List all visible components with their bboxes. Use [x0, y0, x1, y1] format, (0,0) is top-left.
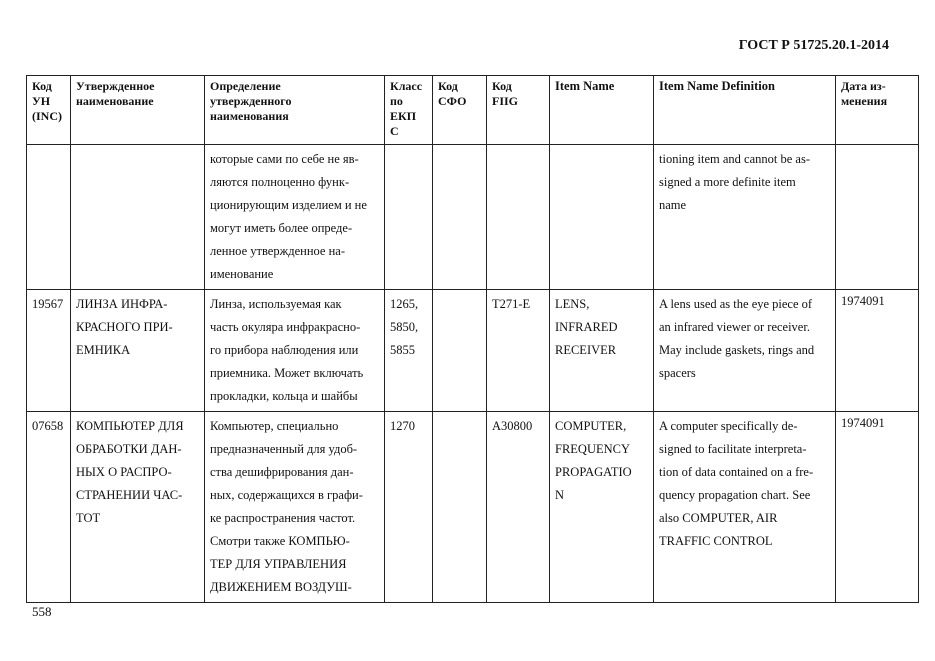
- cell-line: T271-E: [492, 297, 531, 311]
- cell-line: ных, содержащихся в графи-: [210, 488, 363, 502]
- header-line: утвержденного: [210, 94, 292, 108]
- cell-line: могут иметь более опреде-: [210, 221, 353, 235]
- header-line: по: [390, 94, 403, 108]
- header-line: УН: [32, 94, 51, 108]
- cell-class: [385, 412, 433, 603]
- header-line: наименования: [210, 109, 289, 123]
- cell-line: Линза, используемая как: [210, 297, 342, 311]
- cell-line: которые сами по себе не яв-: [210, 152, 359, 166]
- header-line: FIIG: [492, 94, 519, 108]
- cell-name: [71, 290, 205, 412]
- cell-line: ленное утвержденное на-: [210, 244, 345, 258]
- cell-definition: [205, 290, 385, 412]
- cell-line: tion of data contained on a fre-: [659, 465, 814, 479]
- cell-line: quency propagation chart. See: [659, 488, 811, 502]
- cell-line: signed a more definite item: [659, 175, 796, 189]
- header-line: СФО: [438, 94, 467, 108]
- column-header-change-date: [836, 76, 919, 145]
- cell-line: НЫХ О РАСПРО-: [76, 465, 172, 479]
- cell-line: LENS,: [555, 297, 590, 311]
- cell-line: именование: [210, 267, 274, 281]
- cell-fiig: [487, 145, 550, 290]
- cell-line: 1974091: [841, 294, 885, 308]
- cell-line: го прибора наблюдения или: [210, 343, 359, 357]
- cell-line: КРАСНОГО ПРИ-: [76, 320, 173, 334]
- cell-line: A lens used as the eye piece of: [659, 297, 813, 311]
- cell-line: 19567: [32, 297, 64, 311]
- cell-change-date: [836, 290, 919, 412]
- cell-name: [71, 145, 205, 290]
- header-line: (INC): [32, 109, 62, 123]
- header-line: наименование: [76, 94, 154, 108]
- cell-class: [385, 145, 433, 290]
- cell-class: [385, 290, 433, 412]
- table-row: [27, 412, 919, 603]
- cell-line: COMPUTER,: [555, 419, 627, 433]
- cell-change-date: [836, 412, 919, 603]
- cell-line: RECEIVER: [555, 343, 617, 357]
- cell-sfo: [433, 412, 487, 603]
- column-header-fiig: [487, 76, 550, 145]
- cell-sfo: [433, 290, 487, 412]
- cell-line: A computer specifically de-: [659, 419, 798, 433]
- column-header-sfo: [433, 76, 487, 145]
- header-line: Класс: [390, 79, 423, 93]
- cell-line: PROPAGATIO: [555, 465, 632, 479]
- header-line: Утвержденное: [76, 79, 155, 93]
- cell-item-name: [550, 290, 654, 412]
- cell-line: name: [659, 198, 687, 212]
- header-line: Дата из-: [841, 79, 886, 93]
- document-code: ГОСТ Р 51725.20.1-2014: [738, 38, 889, 53]
- cell-line: ТЕР ДЛЯ УПРАВЛЕНИЯ: [210, 557, 347, 571]
- cell-line: Компьютер, специально: [210, 419, 339, 433]
- cell-line: ляются полноценно функ-: [210, 175, 350, 189]
- cell-line: an infrared viewer or receiver.: [659, 320, 810, 334]
- table-row: [27, 145, 919, 290]
- cell-change-date: [836, 145, 919, 290]
- cell-line: N: [555, 488, 565, 502]
- cell-line: СТРАНЕНИИ ЧАС-: [76, 488, 183, 502]
- cell-line: INFRARED: [555, 320, 618, 334]
- cell-definition: [205, 145, 385, 290]
- column-header-item-definition: [654, 76, 836, 145]
- column-header-definition: [205, 76, 385, 145]
- table-header-row: [27, 76, 919, 145]
- header-line: С: [390, 124, 399, 138]
- column-header-item-name: [550, 76, 654, 145]
- cell-line: часть окуляра инфракрасно-: [210, 320, 361, 334]
- header-line: Item Name Definition: [659, 79, 775, 93]
- cell-item-definition: [654, 412, 836, 603]
- cell-line: ства дешифрирования дан-: [210, 465, 354, 479]
- column-header-code: [27, 76, 71, 145]
- cell-line: also COMPUTER, AIR: [659, 511, 778, 525]
- header-line: Код: [32, 79, 52, 93]
- cell-line: ДВИЖЕНИЕМ ВОЗДУШ-: [210, 580, 352, 594]
- header-line: Item Name: [555, 79, 615, 93]
- cell-code: [27, 145, 71, 290]
- table-body: [27, 145, 919, 603]
- header-line: Код: [492, 79, 512, 93]
- header-line: ЕКП: [390, 109, 417, 123]
- cell-definition: [205, 412, 385, 603]
- page-number: 558: [32, 604, 52, 619]
- header-line: Определение: [210, 79, 281, 93]
- cell-line: 07658: [32, 419, 64, 433]
- header-line: Код: [438, 79, 458, 93]
- cell-item-definition: [654, 290, 836, 412]
- cell-line: ОБРАБОТКИ ДАН-: [76, 442, 182, 456]
- cell-fiig: [487, 290, 550, 412]
- nomenclature-table: [26, 75, 919, 603]
- cell-line: 1270: [390, 419, 415, 433]
- cell-name: [71, 412, 205, 603]
- table-row: [27, 290, 919, 412]
- cell-item-name: [550, 145, 654, 290]
- cell-item-name: [550, 412, 654, 603]
- cell-line: May include gaskets, rings and: [659, 343, 815, 357]
- cell-sfo: [433, 145, 487, 290]
- cell-line: FREQUENCY: [555, 442, 631, 456]
- cell-line: A30800: [492, 419, 533, 433]
- cell-item-definition: [654, 145, 836, 290]
- cell-line: 1974091: [841, 416, 885, 430]
- cell-line: 5855: [390, 343, 415, 357]
- cell-line: ЛИНЗА ИНФРА-: [76, 297, 168, 311]
- cell-line: Смотри также КОМПЬЮ-: [210, 534, 350, 548]
- column-header-class: [385, 76, 433, 145]
- cell-line: ционирующим изделием и не: [210, 198, 367, 212]
- cell-line: signed to facilitate interpreta-: [659, 442, 807, 456]
- cell-line: предназначенный для удоб-: [210, 442, 358, 456]
- cell-line: ке распространения частот.: [210, 511, 356, 525]
- cell-code: [27, 412, 71, 603]
- cell-line: приемника. Может включать: [210, 366, 364, 380]
- column-header-name: [71, 76, 205, 145]
- cell-line: TRAFFIC CONTROL: [659, 534, 773, 548]
- cell-line: прокладки, кольца и шайбы: [210, 389, 358, 403]
- header-line: менения: [841, 94, 888, 108]
- cell-fiig: [487, 412, 550, 603]
- cell-line: 1265,: [390, 297, 419, 311]
- cell-line: 5850,: [390, 320, 419, 334]
- cell-line: КОМПЬЮТЕР ДЛЯ: [76, 419, 184, 433]
- cell-line: ЕМНИКА: [76, 343, 131, 357]
- cell-line: tioning item and cannot be as-: [659, 152, 811, 166]
- cell-line: ТОТ: [76, 511, 101, 525]
- cell-line: spacers: [659, 366, 696, 380]
- cell-code: [27, 290, 71, 412]
